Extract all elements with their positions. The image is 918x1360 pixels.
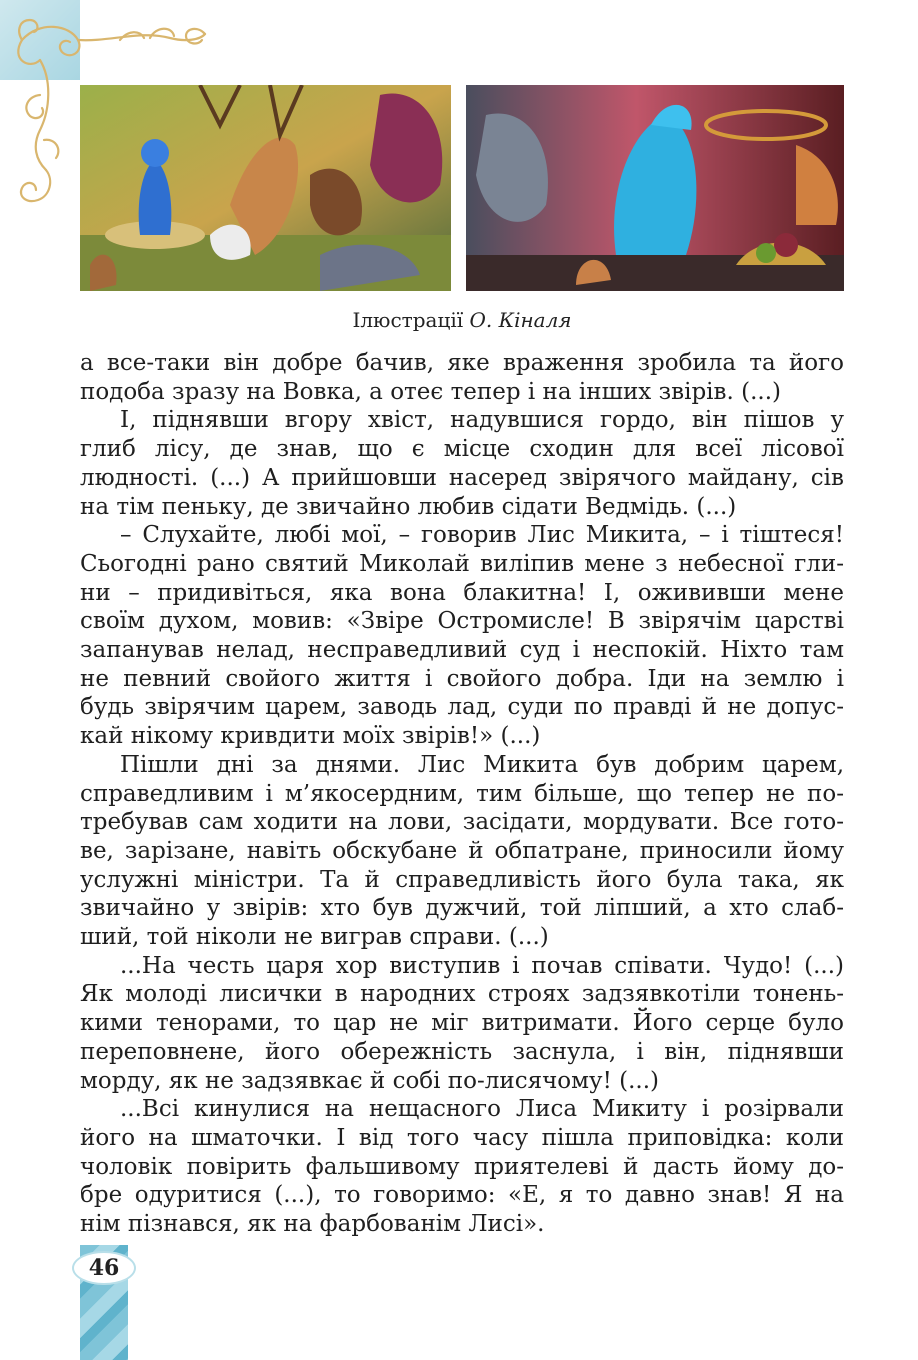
- text-line: ...На честь царя хор виступив і почав співати. Чудо! (...): [120, 952, 844, 979]
- text-line: ший, той ніколи не виграв справи. (...): [80, 924, 549, 951]
- text-line: звичайно у звірів: хто був дужчий, той ліпший, а хто слаб-: [80, 895, 844, 922]
- illustration-fox-king-feast: [466, 85, 844, 291]
- illustration-caption: [80, 308, 844, 332]
- text-line: – Слухайте, любі мої, – говорив Лис Микита, – і тіштеся!: [120, 522, 844, 549]
- text-line: будь звірячим царем, заводь лад, суди по правді й не допус-: [80, 694, 844, 721]
- text-line: кай нікому кривдити моїх звірів!» (...): [80, 723, 541, 750]
- text-line: кими тенорами, то цар не міг витримати. Його серце було: [80, 1010, 844, 1037]
- text-line: ве, зарізане, навіть обскубане й обпатране, приносили йому: [80, 837, 844, 864]
- caption-author: О. Кіналя: [469, 308, 572, 332]
- text-line: морду, як не задзявкає й собі по-лисячому! (...): [80, 1067, 659, 1094]
- text-line: своїм духом, мовив: «Звіре Остромисле! В звірячім царстві: [80, 608, 844, 635]
- text-line: ни – придивіться, яка вона блакитна! І, ожививши мене: [80, 579, 844, 606]
- text-line: услужні міністри. Та й справедливість його була така, як: [80, 866, 844, 893]
- text-line: подоба зразу на Вовка, а отеє тепер і на інших звірів. (...): [80, 378, 781, 405]
- story-text: [80, 349, 844, 1239]
- text-line: бре одуритися (...), то говоримо: «Е, я то давно знав! Я на: [80, 1182, 844, 1209]
- text-line: Сьогодні рано святий Миколай виліпив мене з небесної гли-: [80, 550, 844, 577]
- text-line: його на шматочки. І від того часу пішла приповідка: коли: [80, 1124, 844, 1151]
- text-line: на тім пеньку, де звичайно любив сідати Ведмідь. (...): [80, 493, 737, 520]
- text-line: ...Всі кинулися на нещасного Лиса Микиту і розірвали: [120, 1096, 844, 1123]
- illustration-forest-animals: [80, 85, 451, 291]
- text-line: Як молоді лисички в народних строях задзявкотіли тонень-: [80, 981, 844, 1008]
- text-line: справедливим і м’якосердним, тим більше, що тепер не по-: [80, 780, 844, 807]
- text-line: не певний свойого життя і свойого добра. Іди на землю і: [80, 665, 844, 692]
- text-line: людності. (...) А прийшовши насеред звірячого майдану, сів: [80, 464, 844, 491]
- text-line: глиб лісу, де знав, що є місце сходин для всеї лісової: [80, 436, 844, 463]
- text-line: переповнене, його обережність заснула, і він, піднявши: [80, 1038, 844, 1065]
- text-line: чоловік повірить фальшивому приятелеві й дасть йому до-: [80, 1153, 844, 1180]
- text-line: І, піднявши вгору хвіст, надувшися гордо, він пішов у: [120, 407, 844, 434]
- text-line: а все-таки він добре бачив, яке враження зробила та його: [80, 350, 844, 376]
- caption-prefix: Ілюстрації: [352, 308, 464, 332]
- text-line: Пішли дні за днями. Лис Микита був добрим царем,: [120, 751, 844, 778]
- page-number: 46: [72, 1251, 136, 1285]
- text-line: требував сам ходити на лови, засідати, мордувати. Все гото-: [80, 809, 844, 836]
- text-line: запанував нелад, несправедливий суд і неспокій. Ніхто там: [80, 637, 844, 664]
- text-line: нім пізнався, як на фарбованім Лисі».: [80, 1211, 545, 1238]
